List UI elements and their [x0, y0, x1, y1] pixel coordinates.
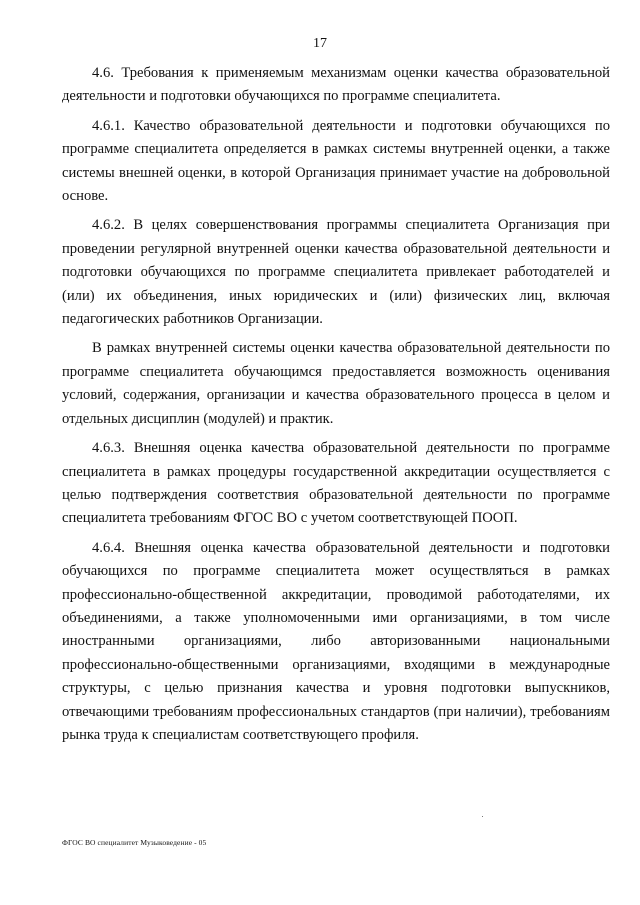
scan-speck	[482, 816, 483, 817]
paragraph-4-6-4: 4.6.4. Внешняя оценка качества образовательной деятельности и подготовки обучающихся по программе специалитета может осуществляться в рамках профессионально-общественной аккредитации, проводимой работодателями, их объединениями, а также уполномоченными ими организациями, в том числе иностранными организациями, либо авторизованными национальными профессионально-общественными организациями, входящими в международные структуры, с целью признания качества и уровня подготовки выпускников, отвечающими требованиям профессиональных стандартов (при наличии), требованиям рынка труда к специалистам соответствующего профиля.	[62, 539, 610, 743]
paragraph-4-6: 4.6. Требования к применяемым механизмам оценки качества образовательной деятельности и подготовки обучающихся по программе специалитета.	[62, 65, 610, 105]
page-footer: ФГОС ВО специалитет Музыковедение - 05	[62, 838, 207, 847]
paragraph-4-6-1: 4.6.1. Качество образовательной деятельности и подготовки обучающихся по программе специалитета определяется в рамках системы внутренней оценки, а также системы внешней оценки, в которой Организация принимает участие на добровольной основе.	[62, 117, 610, 205]
page-number: 17	[313, 36, 327, 51]
document-body	[62, 62, 610, 753]
paragraph-4-6-3: 4.6.3. Внешняя оценка качества образовательной деятельности по программе специалитета в рамках процедуры государственной аккредитации осуществляется с целью подтверждения соответствия образовательной деятельности по программе специалитета требованиям ФГОС ВО с учетом соответствующей ПООП.	[62, 440, 610, 527]
paragraph-4-6-2: 4.6.2. В целях совершенствования программы специалитета Организация при проведении регулярной внутренней оценки качества образовательной деятельности и подготовки обучающихся по программе специалитета привлекает работодателей и (или) их объединения, иных юридических и (или) физических лиц, включая педагогических работников Организации.	[62, 217, 610, 328]
paragraph-internal-assessment: В рамках внутренней системы оценки качества образовательной деятельности по программе специалитета обучающимся предоставляется возможность оценивания условий, содержания, организации и качества образовательного процесса в целом и отдельных дисциплин (модулей) и практик.	[62, 340, 610, 427]
